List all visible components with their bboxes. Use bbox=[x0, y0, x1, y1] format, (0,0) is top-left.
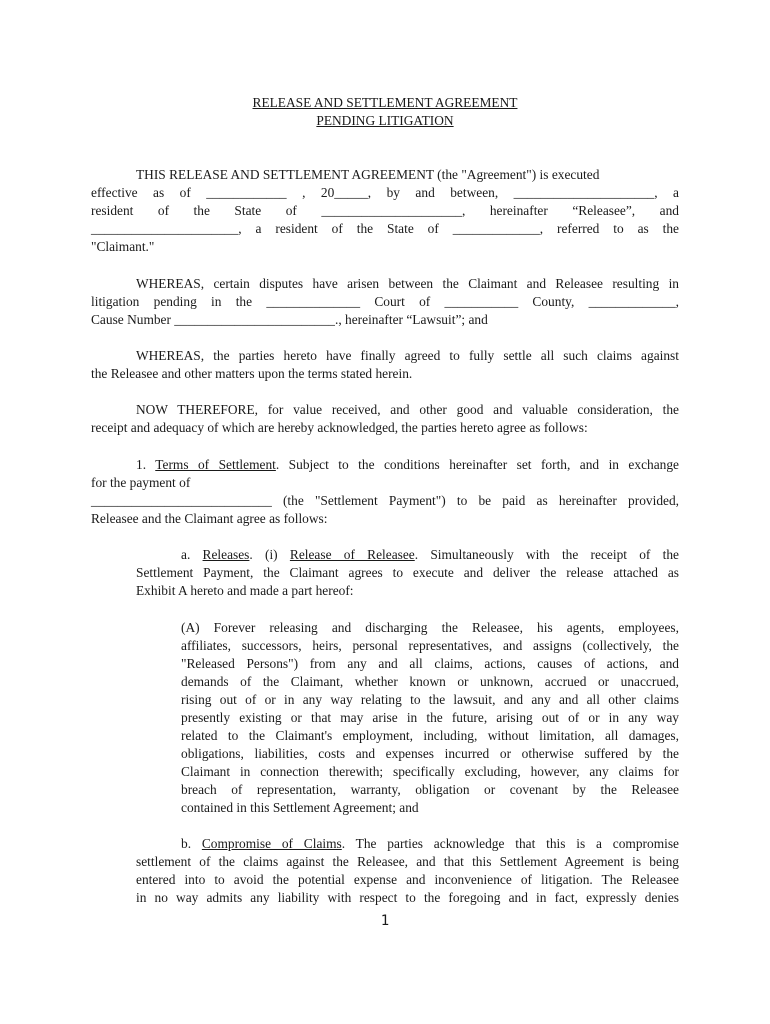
intro-line: ______________________, a resident of the State of _____________, referred to as the bbox=[91, 221, 679, 236]
sectiona-line: Exhibit A hereto and made a part hereof: bbox=[136, 583, 354, 598]
section1-line: for the payment of bbox=[91, 475, 191, 490]
sectionb-heading: Compromise of Claims bbox=[201, 836, 342, 851]
section-1 bbox=[91, 456, 679, 528]
sectionA-line: breach of representation, warranty, obligation or covenant by the Releasee bbox=[181, 782, 679, 797]
section1-number: 1. bbox=[136, 457, 147, 472]
title-line-2: PENDING LITIGATION bbox=[316, 113, 454, 128]
section-A-release bbox=[181, 619, 679, 817]
sectionb-text: . The parties acknowledge that this is a compromise bbox=[341, 836, 679, 851]
sectionA-line: Claimant in connection therewith; specifically excluding, however, any claims for bbox=[181, 764, 679, 779]
intro-line: "Claimant." bbox=[91, 239, 155, 254]
sectionA-line: presently existing or that may arise in the future, arising out of or in any way bbox=[181, 710, 679, 725]
whereas1-line: litigation pending in the ______________ Court of ___________ County, _____________, bbox=[91, 294, 679, 309]
whereas2-line: WHEREAS, the parties hereto have finally agreed to fully settle all such claims against bbox=[136, 348, 679, 363]
intro-paragraph bbox=[91, 166, 679, 256]
title-line-1: RELEASE AND SETTLEMENT AGREEMENT bbox=[252, 95, 518, 110]
intro-line: resident of the State of _____________________, hereinafter “Releasee”, and bbox=[91, 203, 679, 218]
now-line: NOW THEREFORE, for value received, and other good and valuable consideration, the bbox=[136, 402, 679, 417]
section1-text: . Subject to the conditions hereinafter set forth, and in exchange bbox=[275, 457, 679, 472]
sectiona-line bbox=[136, 546, 679, 564]
now-therefore-paragraph bbox=[91, 401, 679, 437]
intro-line: effective as of ____________ , 20_____, by and between, _____________________, a bbox=[91, 185, 679, 200]
sectiona-heading: Releases bbox=[202, 547, 250, 562]
section1-line: Releasee and the Claimant agree as follows: bbox=[91, 511, 328, 526]
section1-line bbox=[91, 456, 679, 474]
now-line: receipt and adequacy of which are hereby acknowledged, the parties hereto agree as follows: bbox=[91, 420, 588, 435]
sectionb-number: b. bbox=[181, 836, 192, 851]
section1-line: ___________________________ (the "Settlement Payment") to be paid as hereinafter provided, bbox=[91, 493, 679, 508]
sectionb-line: entered into to avoid the potential expense and inconvenience of litigation. The Releasee bbox=[136, 872, 679, 887]
whereas2-line: the Releasee and other matters upon the terms stated herein. bbox=[91, 366, 413, 381]
page-number: 1 bbox=[380, 913, 390, 929]
sectionA-line: contained in this Settlement Agreement; and bbox=[181, 800, 419, 815]
sectiona-line: Settlement Payment, the Claimant agrees to execute and deliver the release attached as bbox=[136, 565, 679, 580]
whereas1-line: Cause Number ________________________., hereinafter “Lawsuit”; and bbox=[91, 312, 488, 327]
sectionA-line: related to the Claimant's employment, including, without limitation, all damages, bbox=[181, 728, 679, 743]
whereas1-line: WHEREAS, certain disputes have arisen between the Claimant and Releasee resulting in bbox=[136, 276, 679, 291]
section-a bbox=[136, 546, 679, 600]
sectionb-line bbox=[136, 835, 679, 853]
intro-line: THIS RELEASE AND SETTLEMENT AGREEMENT (the "Agreement") is executed bbox=[136, 167, 600, 182]
sectionb-line: settlement of the claims against the Releasee, and that this Settlement Agreement is being bbox=[136, 854, 679, 869]
sectionA-line: rising out of or in any way relating to the lawsuit, and any and all other claims bbox=[181, 692, 679, 707]
sectionA-line: obligations, liabilities, costs and expenses incurred or otherwise suffered by the bbox=[181, 746, 679, 761]
sectiona-number: a. bbox=[181, 547, 191, 562]
sectiona-subheading: Release of Releasee bbox=[289, 547, 415, 562]
section1-heading: Terms of Settlement bbox=[155, 457, 276, 472]
sectionA-line: (A) Forever releasing and discharging the Releasee, his agents, employees, bbox=[181, 620, 679, 635]
whereas-paragraph-1 bbox=[91, 275, 679, 329]
sectiona-text: . Simultaneously with the receipt of the bbox=[414, 547, 679, 562]
whereas-paragraph-2 bbox=[91, 347, 679, 383]
sectionb-line: in no way admits any liability with respect to the foregoing and in fact, expressly denies bbox=[136, 890, 679, 905]
sectionA-line: demands of the Claimant, whether known or unknown, accrued or unaccrued, bbox=[181, 674, 679, 689]
sectionA-line: affiliates, successors, heirs, personal representatives, and assigns (collectively, the bbox=[181, 638, 679, 653]
sectiona-mid: . (i) bbox=[249, 547, 290, 562]
section-b bbox=[136, 835, 679, 907]
sectionA-line: "Released Persons") from any and all claims, actions, causes of actions, and bbox=[181, 656, 679, 671]
